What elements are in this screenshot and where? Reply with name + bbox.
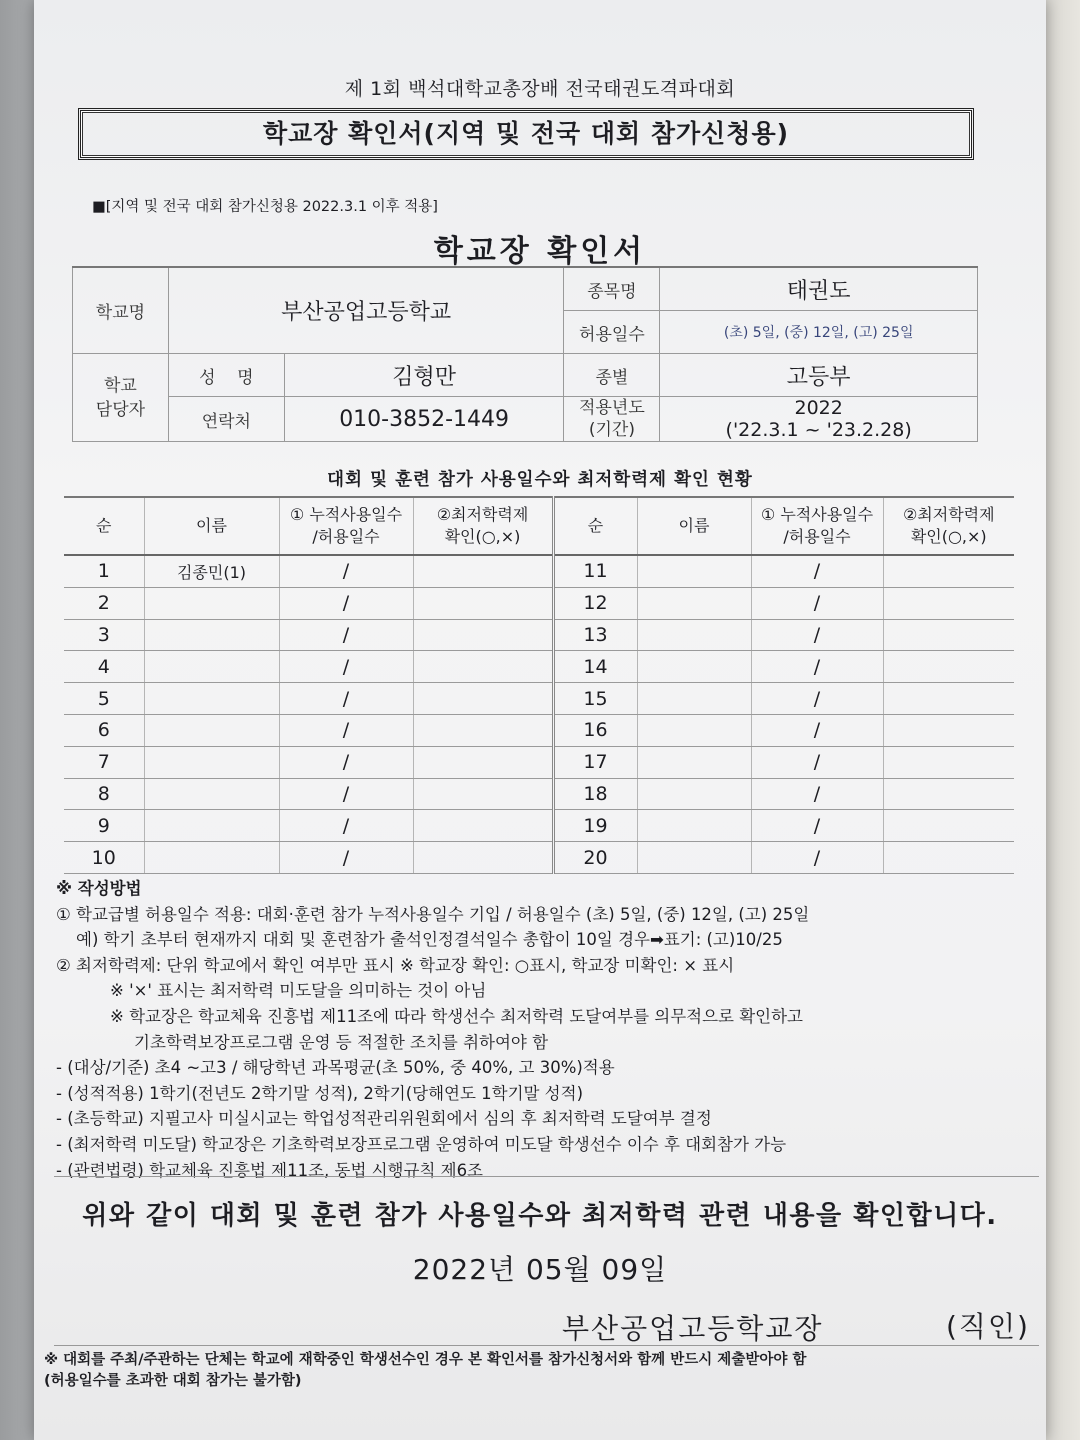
header-check-line-2: 확인(○,×) [444,527,521,546]
notes-heading: ※ 작성방법 [56,879,142,898]
row-check [883,619,1014,651]
confirmation-statement: 위와 같이 대회 및 훈련 참가 사용일수와 최저학력 관련 내용을 확인합니다. [82,1201,998,1231]
row-check [883,683,1014,715]
note-2-sub-1: ※ '×' 표시는 최저학력 미도달을 의미하는 것이 아님 [110,981,487,1001]
detail-5: - (관련법령) 학교체육 진흥법 제11조, 동법 시행규칙 제6조 [56,1160,483,1180]
row-check [413,651,553,683]
row-check [883,778,1014,810]
row-days: / [751,683,883,715]
year-label-line-1: 적용년도 [579,398,645,418]
row-name [637,619,751,651]
event-label: 종목명 [564,267,660,311]
row-days: / [279,555,413,587]
row-days: / [279,683,413,715]
row-check [413,810,553,842]
year-value-line-2: ('22.3.1 ~ '23.2.28) [725,419,912,441]
contact-label: 연락처 [168,397,284,442]
row-check [413,555,553,587]
row-no: 2 [64,587,144,619]
row-no: 17 [553,746,637,778]
header-check-right [883,497,1014,555]
row-days: / [751,778,883,810]
row-name [144,683,279,715]
row-name [144,619,279,651]
row-days: / [751,555,883,587]
row-days: / [751,714,883,746]
table-row [64,683,1014,715]
row-days: / [279,746,413,778]
row-no: 5 [64,683,144,715]
row-no: 8 [64,778,144,810]
header-check-line-1: ②최저학력제 [436,505,529,524]
name-label: 성 명 [168,354,284,397]
year-label-line-2: (기간) [588,420,635,440]
row-name [144,651,279,683]
row-name [144,587,279,619]
table-row [64,651,1014,683]
note-1: ① 학교급별 허용일수 적용: 대회·훈련 참가 누적사용일수 기입 / 허용일수 (초) 5일, (중) 12일, (고) 25일 [56,904,810,924]
row-days: / [279,651,413,683]
form-subnote: ■[지역 및 전국 대회 참가신청용 2022.3.1 이후 적용] [92,199,438,215]
row-days: / [279,587,413,619]
allowed-label: 허용일수 [564,311,660,354]
row-name [637,810,751,842]
table-row [64,778,1014,810]
row-check [413,778,553,810]
header-check-line-2: 확인(○,×) [910,527,987,546]
row-check [883,587,1014,619]
row-no: 13 [553,619,637,651]
header-name-right: 이름 [637,497,751,555]
year-label [564,397,660,442]
row-no: 3 [64,619,144,651]
allowed-value: (초) 5일, (중) 12일, (고) 25일 [660,311,978,354]
row-check [883,714,1014,746]
row-name [637,683,751,715]
manager-label-line-2: 담당자 [95,399,146,420]
contact-value: 010-3852-1449 [284,397,564,442]
row-name: 김종민(1) [144,555,279,587]
header-days-line-2: /허용일수 [783,527,851,546]
row-check [413,842,553,874]
table-header-row [64,497,1014,555]
usage-table [64,496,1014,874]
row-days: / [751,651,883,683]
row-name [637,746,751,778]
row-days: / [751,587,883,619]
row-days: / [279,778,413,810]
row-name [144,746,279,778]
row-check [413,683,553,715]
note-2-sub-2: ※ 학교장은 학교체육 진흥법 제11조에 따라 학생선수 최저학력 도달여부를 의무적으로 확인하고 [110,1006,803,1026]
divider [54,1176,1039,1177]
footnote-line-2: (허용일수를 초과한 대회 참가는 불가함) [44,1373,302,1389]
row-name [637,555,751,587]
row-no: 10 [64,842,144,874]
row-check [883,746,1014,778]
header-days-line-2: /허용일수 [312,527,380,546]
row-check [883,555,1014,587]
row-days: / [751,810,883,842]
form-title: 학교장 확인서(지역 및 전국 대회 참가신청용) [78,108,974,160]
header-no-right: 순 [553,497,637,555]
table-row [64,619,1014,651]
footnote-line-1: ※ 대회를 주최/주관하는 단체는 학교에 재학중인 학생선수인 경우 본 확인서를 참가신청서와 함께 반드시 제출받아야 함 [44,1352,807,1368]
row-no: 12 [553,587,637,619]
row-check [413,587,553,619]
principal-name: 부산공업고등학교장 [562,1312,824,1345]
table-row [64,810,1014,842]
row-check [413,714,553,746]
row-days: / [279,810,413,842]
row-check [883,651,1014,683]
school-value: 부산공업고등학교 [168,267,564,354]
row-days: / [751,619,883,651]
table-row [64,555,1014,587]
row-name [144,810,279,842]
header-days-line-1: ① 누적사용일수 [289,505,403,524]
row-name [637,842,751,874]
footnote [44,1350,806,1392]
row-no: 18 [553,778,637,810]
school-label: 학교명 [73,267,169,354]
row-no: 19 [553,810,637,842]
row-days: / [751,842,883,874]
row-no: 7 [64,746,144,778]
table-row [64,842,1014,874]
section-title: 대회 및 훈련 참가 사용일수와 최저학력제 확인 현황 [327,470,753,490]
manager-label-line-1: 학교 [104,375,137,396]
row-days: / [279,842,413,874]
row-days: / [279,619,413,651]
event-value: 태권도 [660,267,978,311]
row-days: / [279,714,413,746]
row-name [144,778,279,810]
row-check [413,746,553,778]
division-label: 종별 [564,354,660,397]
table-row [64,746,1014,778]
detail-1: - (대상/기준) 초4 ~고3 / 해당학년 과목평균(초 50%, 중 40%, 고 30%)적용 [56,1058,615,1078]
detail-4: - (최저학력 미도달) 학교장은 기초학력보장프로그램 운영하여 미도달 학생선수 이수 후 대회참가 가능 [56,1134,787,1154]
row-name [637,587,751,619]
header-check-left [413,497,553,555]
header-days-right [751,497,883,555]
competition-name: 제 1회 백석대학교총장배 전국태권도격파대회 [344,78,736,100]
row-name [637,714,751,746]
writing-instructions [56,876,1041,1183]
name-value: 김형만 [284,354,564,397]
header-name-left: 이름 [144,497,279,555]
document-title: 학교장 확인서 [433,234,647,269]
row-check [883,842,1014,874]
detail-3: - (초등학교) 지필고사 미실시교는 학업성적관리위원회에서 심의 후 최저학력 도달여부 결정 [56,1109,712,1129]
row-check [413,619,553,651]
row-days: / [751,746,883,778]
year-value-line-1: 2022 [794,397,843,419]
header-days-line-1: ① 누적사용일수 [760,505,874,524]
note-1-example: 예) 학기 초부터 현재까지 대회 및 훈련참가 출석인정결석일수 총합이 10일 경우➡표기: (고)10/25 [76,930,783,950]
header-no-left: 순 [64,497,144,555]
note-2-sub-3: 기초학력보장프로그램 운영 등 적절한 조치를 취하여야 함 [134,1032,549,1052]
document-date: 2022년 05월 09일 [412,1253,668,1286]
header-days-left [279,497,413,555]
row-no: 16 [553,714,637,746]
row-no: 1 [64,555,144,587]
division-value: 고등부 [660,354,978,397]
row-no: 20 [553,842,637,874]
document-page [34,0,1046,1440]
row-no: 11 [553,555,637,587]
row-name [637,651,751,683]
row-no: 15 [553,683,637,715]
row-no: 6 [64,714,144,746]
row-no: 14 [553,651,637,683]
row-name [637,778,751,810]
header-check-line-1: ②최저학력제 [902,505,995,524]
year-value [660,397,978,442]
row-check [883,810,1014,842]
signature-line [54,1345,1039,1346]
row-name [144,842,279,874]
detail-2: - (성적적용) 1학기(전년도 2학기말 성적), 2학기(당해연도 1학기말 성적) [56,1083,584,1103]
table-row [64,587,1014,619]
info-table [72,266,978,442]
manager-label [73,354,169,442]
note-2: ② 최저학력제: 단위 학교에서 확인 여부만 표시 ※ 학교장 확인: ○표시, 학교장 미확인: × 표시 [56,955,735,975]
table-row [64,714,1014,746]
row-name [144,714,279,746]
official-seal-label: (직인) [946,1310,1030,1343]
row-no: 4 [64,651,144,683]
row-no: 9 [64,810,144,842]
